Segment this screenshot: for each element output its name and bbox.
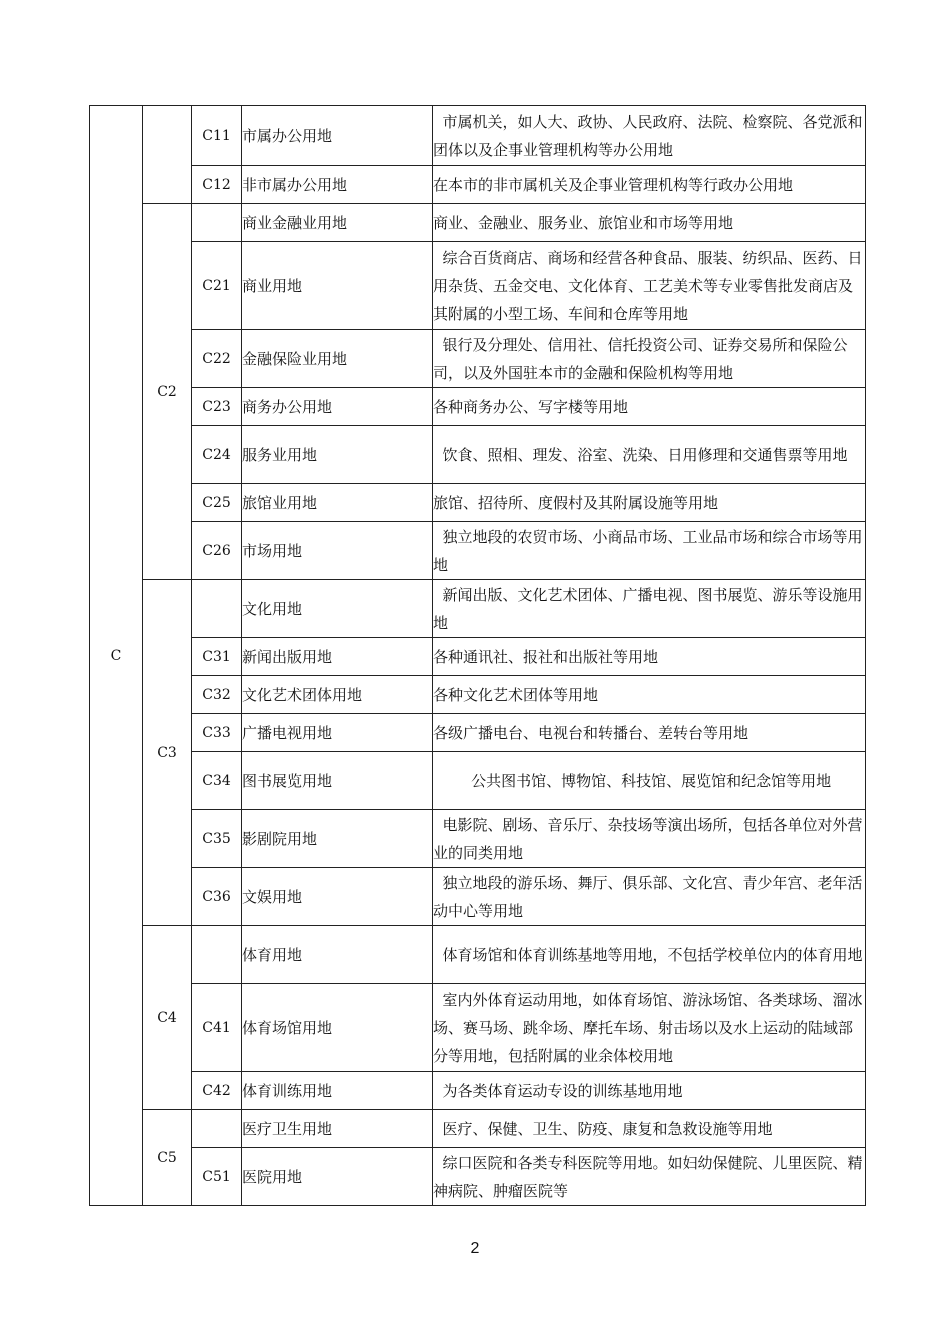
major-class-cell: C — [90, 106, 143, 1206]
desc-cell: 新闻出版、文化艺术团体、广播电视、图书展览、游乐等设施用地 — [433, 580, 866, 638]
code-cell: C23 — [192, 388, 242, 426]
desc-cell: 综合百货商店、商场和经营各种食品、服装、纺织品、医药、日用杂货、五金交电、文化体育、工艺美术等专业零售批发商店及其附属的小型工场、车间和仓库等用地 — [433, 242, 866, 330]
table-row — [90, 330, 866, 388]
table-row — [90, 522, 866, 580]
table-row — [90, 638, 866, 676]
name-cell: 服务业用地 — [242, 426, 433, 484]
table-row — [90, 242, 866, 330]
desc-cell: 银行及分理处、信用社、信托投资公司、证券交易所和保险公司，以及外国驻本市的金融和保险机构等用地 — [433, 330, 866, 388]
name-cell: 市属办公用地 — [242, 106, 433, 166]
name-cell: 金融保险业用地 — [242, 330, 433, 388]
name-cell: 文化用地 — [242, 580, 433, 638]
name-cell: 体育训练用地 — [242, 1072, 433, 1110]
name-cell: 商业金融业用地 — [242, 204, 433, 242]
mid-class-cell: C4 — [143, 926, 192, 1110]
code-cell: C25 — [192, 484, 242, 522]
mid-class-cell: C2 — [143, 204, 192, 580]
name-cell: 图书展览用地 — [242, 752, 433, 810]
code-cell: C24 — [192, 426, 242, 484]
name-cell: 文化艺术团体用地 — [242, 676, 433, 714]
mid-class-cell — [143, 106, 192, 204]
code-cell: C36 — [192, 868, 242, 926]
land-use-table — [89, 105, 866, 1206]
table-row — [90, 1072, 866, 1110]
desc-cell: 市属机关，如人大、政协、人民政府、法院、检察院、各党派和团体以及企事业管理机构等办公用地 — [433, 106, 866, 166]
table-row — [90, 388, 866, 426]
code-cell: C32 — [192, 676, 242, 714]
desc-cell: 旅馆、招待所、度假村及其附属设施等用地 — [433, 484, 866, 522]
desc-cell: 各种通讯社、报社和出版社等用地 — [433, 638, 866, 676]
name-cell: 旅馆业用地 — [242, 484, 433, 522]
name-cell: 文娱用地 — [242, 868, 433, 926]
table-row — [90, 166, 866, 204]
code-cell: C12 — [192, 166, 242, 204]
code-cell — [192, 580, 242, 638]
desc-cell: 饮食、照相、理发、浴室、洗染、日用修理和交通售票等用地 — [433, 426, 866, 484]
desc-cell: 公共图书馆、博物馆、科技馆、展览馆和纪念馆等用地 — [433, 752, 866, 810]
code-cell: C41 — [192, 984, 242, 1072]
table-row — [90, 580, 866, 638]
code-cell: C34 — [192, 752, 242, 810]
name-cell: 影剧院用地 — [242, 810, 433, 868]
code-cell — [192, 204, 242, 242]
code-cell — [192, 926, 242, 984]
page-number: 2 — [470, 1240, 480, 1257]
name-cell: 非市属办公用地 — [242, 166, 433, 204]
name-cell: 商务办公用地 — [242, 388, 433, 426]
desc-cell: 独立地段的农贸市场、小商品市场、工业品市场和综合市场等用地 — [433, 522, 866, 580]
desc-cell: 各级广播电台、电视台和转播台、差转台等用地 — [433, 714, 866, 752]
table-row — [90, 676, 866, 714]
name-cell: 商业用地 — [242, 242, 433, 330]
table-row — [90, 1148, 866, 1206]
table-row — [90, 810, 866, 868]
code-cell: C21 — [192, 242, 242, 330]
desc-cell: 室内外体育运动用地，如体育场馆、游泳场馆、各类球场、溜冰场、赛马场、跳伞场、摩托车场、射击场以及水上运动的陆域部分等用地，包括附属的业余体校用地 — [433, 984, 866, 1072]
code-cell: C42 — [192, 1072, 242, 1110]
table-row — [90, 1110, 866, 1148]
desc-cell: 为各类体育运动专设的训练基地用地 — [433, 1072, 866, 1110]
code-cell — [192, 1110, 242, 1148]
desc-cell: 电影院、剧场、音乐厅、杂技场等演出场所，包括各单位对外营业的同类用地 — [433, 810, 866, 868]
table-row — [90, 984, 866, 1072]
table-row — [90, 926, 866, 984]
table-row — [90, 714, 866, 752]
desc-cell: 体育场馆和体育训练基地等用地，不包括学校单位内的体育用地 — [433, 926, 866, 984]
name-cell: 体育用地 — [242, 926, 433, 984]
code-cell: C31 — [192, 638, 242, 676]
desc-cell: 各种商务办公、写字楼等用地 — [433, 388, 866, 426]
table-row — [90, 204, 866, 242]
name-cell: 医疗卫生用地 — [242, 1110, 433, 1148]
name-cell: 体育场馆用地 — [242, 984, 433, 1072]
table-row — [90, 426, 866, 484]
desc-cell: 综口医院和各类专科医院等用地。如妇幼保健院、儿里医院、精神病院、肿瘤医院等 — [433, 1148, 866, 1206]
name-cell: 广播电视用地 — [242, 714, 433, 752]
table-row — [90, 106, 866, 166]
desc-cell: 在本市的非市属机关及企事业管理机构等行政办公用地 — [433, 166, 866, 204]
name-cell: 新闻出版用地 — [242, 638, 433, 676]
desc-cell: 独立地段的游乐场、舞厅、俱乐部、文化宫、青少年宫、老年活动中心等用地 — [433, 868, 866, 926]
desc-cell: 各种文化艺术团体等用地 — [433, 676, 866, 714]
table-row — [90, 868, 866, 926]
table-row — [90, 484, 866, 522]
code-cell: C11 — [192, 106, 242, 166]
desc-cell: 医疗、保健、卫生、防疫、康复和急救设施等用地 — [433, 1110, 866, 1148]
code-cell: C51 — [192, 1148, 242, 1206]
code-cell: C35 — [192, 810, 242, 868]
code-cell: C22 — [192, 330, 242, 388]
mid-class-cell: C3 — [143, 580, 192, 926]
name-cell: 市场用地 — [242, 522, 433, 580]
name-cell: 医院用地 — [242, 1148, 433, 1206]
desc-cell: 商业、金融业、服务业、旅馆业和市场等用地 — [433, 204, 866, 242]
code-cell: C26 — [192, 522, 242, 580]
code-cell: C33 — [192, 714, 242, 752]
mid-class-cell: C5 — [143, 1110, 192, 1206]
table-row — [90, 752, 866, 810]
